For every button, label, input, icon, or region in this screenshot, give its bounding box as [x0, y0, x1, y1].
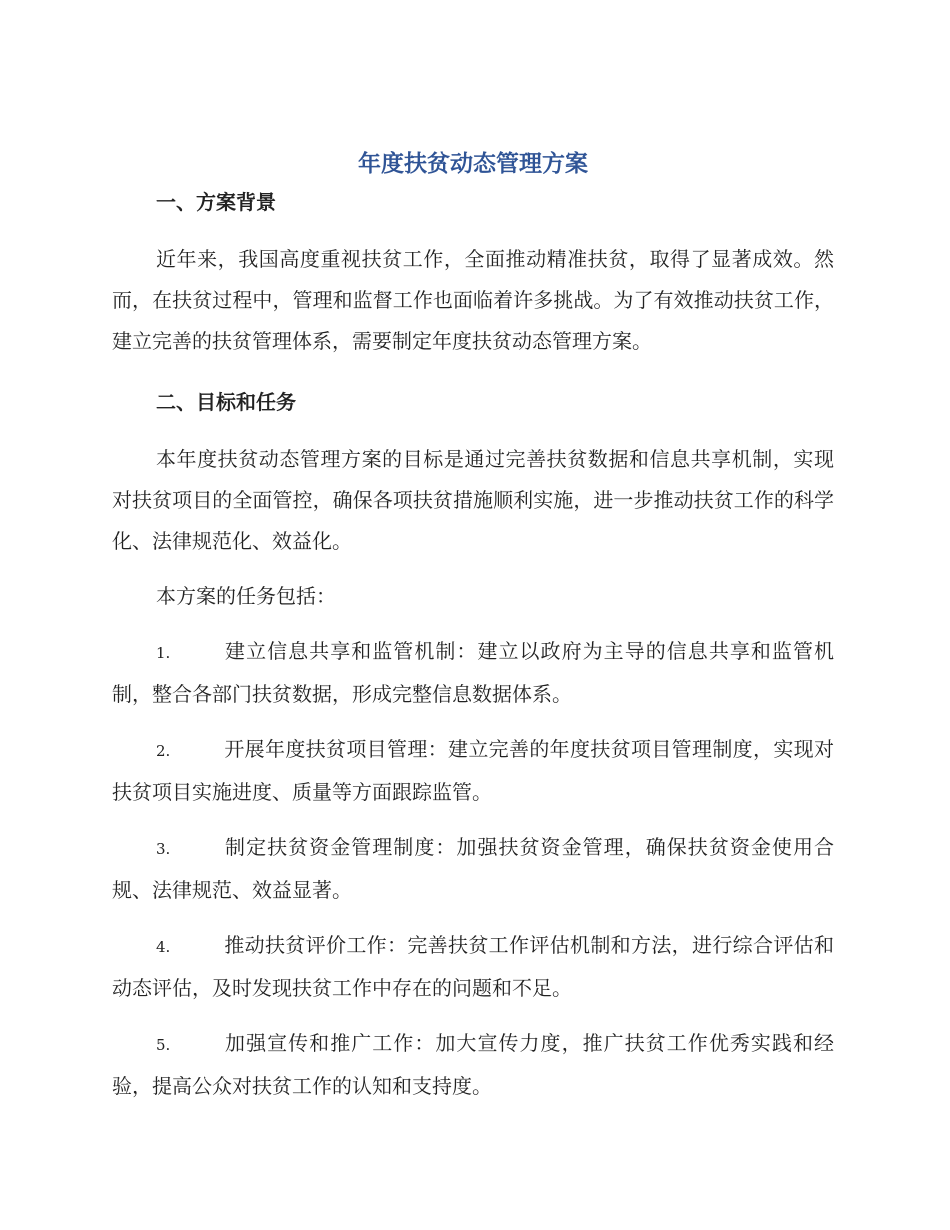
- list-item-text: 加强宣传和推广工作：加大宣传力度，推广扶贫工作优秀实践和经验，提高公众对扶贫工作的认知和支持度。: [112, 1031, 834, 1098]
- list-item: [112, 925, 834, 1009]
- background-paragraph: 近年来，我国高度重视扶贫工作，全面推动精准扶贫，取得了显著成效。然而，在扶贫过程中，管理和监督工作也面临着许多挑战。为了有效推动扶贫工作，建立完善的扶贫管理体系，需要制定年度扶贫动态管理方案。: [112, 247, 834, 353]
- list-item-text: 推动扶贫评价工作：完善扶贫工作评估机制和方法，进行综合评估和动态评估，及时发现扶贫工作中存在的问题和不足。: [112, 933, 834, 1000]
- list-item: [112, 827, 834, 911]
- section-heading-goals: 二、目标和任务: [156, 390, 296, 414]
- list-item-number: 4.: [156, 938, 171, 956]
- list-item-text: 开展年度扶贫项目管理：建立完善的年度扶贫项目管理制度，实现对扶贫项目实施进度、质量等方面跟踪监管。: [112, 737, 834, 804]
- list-item-number: 1.: [156, 644, 171, 662]
- list-item-text: 制定扶贫资金管理制度：加强扶贫资金管理，确保扶贫资金使用合规、法律规范、效益显著。: [112, 835, 834, 902]
- document-page: [112, 146, 834, 1107]
- list-item-number: 2.: [156, 742, 171, 760]
- list-item-text: 建立信息共享和监管机制：建立以政府为主导的信息共享和监管机制，整合各部门扶贫数据，形成完整信息数据体系。: [112, 639, 834, 706]
- list-item: [112, 1023, 834, 1107]
- document-title: 年度扶贫动态管理方案: [358, 151, 588, 177]
- goals-paragraph: 本年度扶贫动态管理方案的目标是通过完善扶贫数据和信息共享机制，实现对扶贫项目的全面管控，确保各项扶贫措施顺利实施，进一步推动扶贫工作的科学化、法律规范化、效益化。: [112, 447, 834, 553]
- list-item-number: 3.: [156, 840, 171, 858]
- list-item-number: 5.: [156, 1036, 171, 1054]
- list-item: [112, 631, 834, 715]
- tasks-intro: 本方案的任务包括：: [156, 584, 336, 608]
- section-heading-background: 一、方案背景: [156, 190, 276, 214]
- list-item: [112, 729, 834, 813]
